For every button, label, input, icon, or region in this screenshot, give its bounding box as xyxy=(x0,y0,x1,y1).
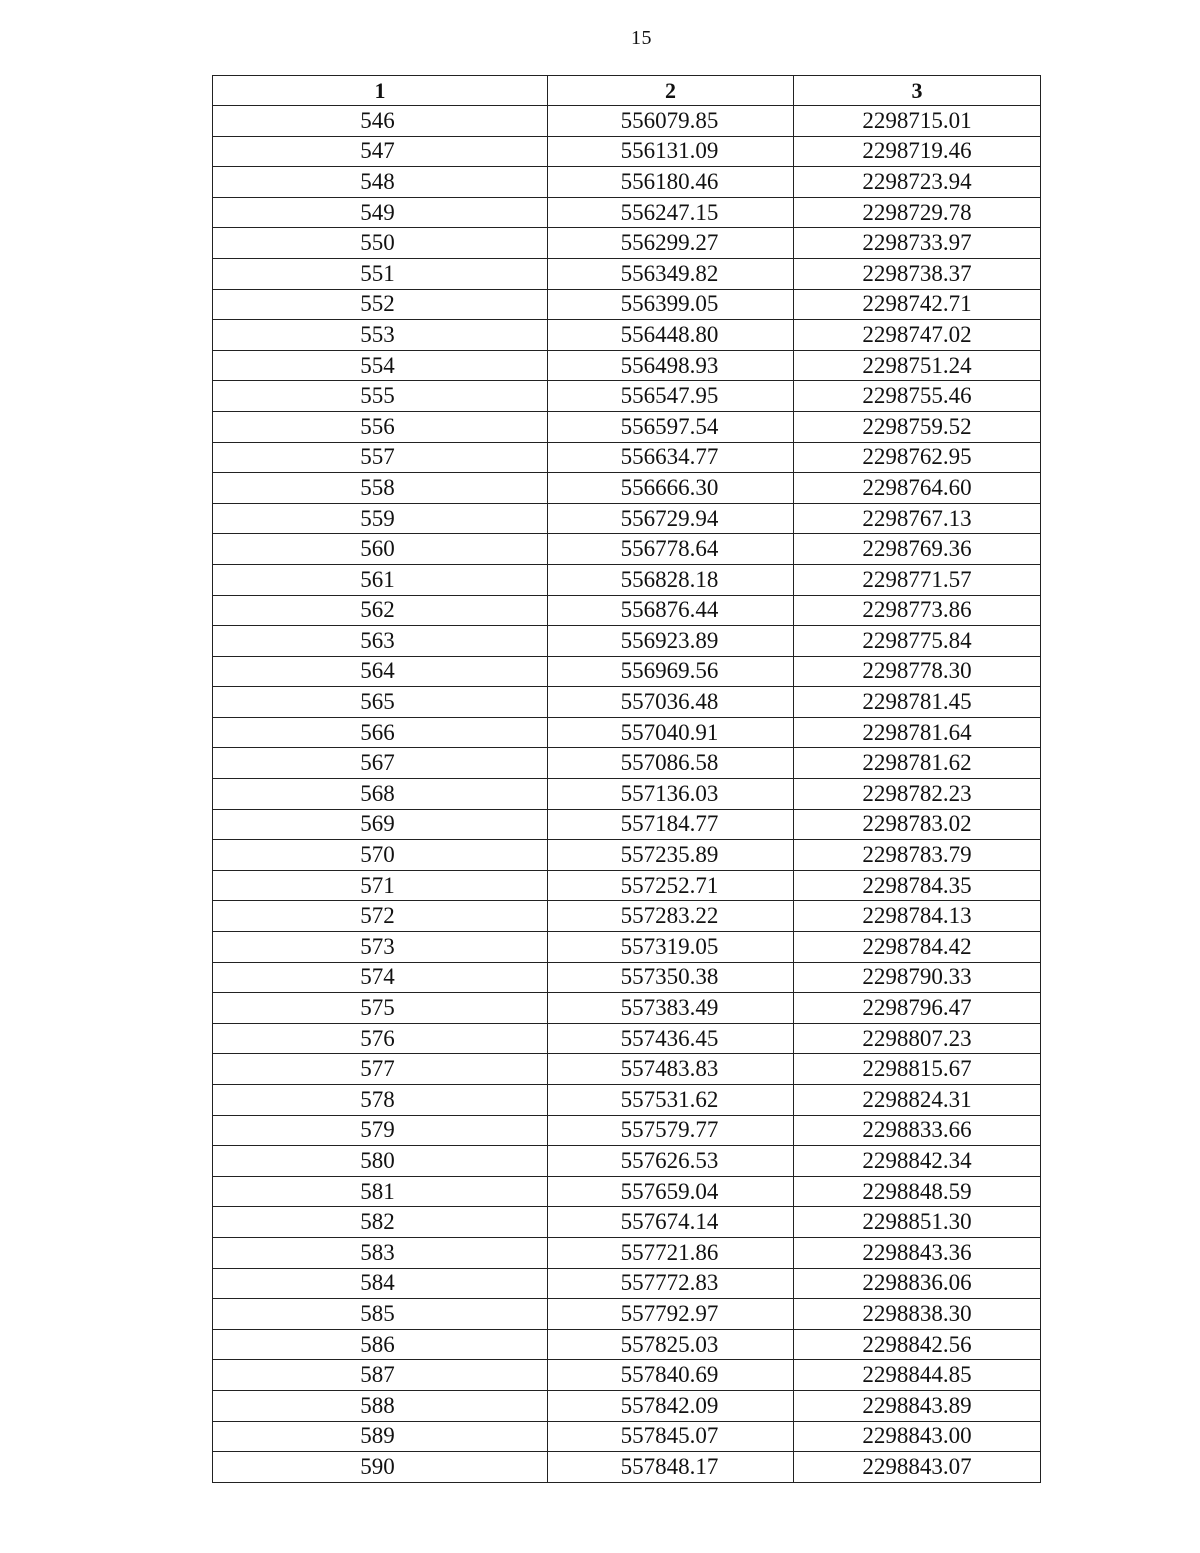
table-row xyxy=(213,1115,1041,1146)
coordinate-y-cell: 2298838.30 xyxy=(794,1299,1041,1330)
table-row xyxy=(213,473,1041,504)
point-number-cell: 568 xyxy=(213,779,548,810)
table-row xyxy=(213,1268,1041,1299)
point-number-cell: 586 xyxy=(213,1329,548,1360)
point-number-cell: 571 xyxy=(213,870,548,901)
table-row xyxy=(213,901,1041,932)
coordinates-table xyxy=(212,75,1041,1483)
coordinate-x-cell: 557383.49 xyxy=(548,993,794,1024)
coordinate-y-cell: 2298781.62 xyxy=(794,748,1041,779)
coordinate-y-cell: 2298815.67 xyxy=(794,1054,1041,1085)
table-row xyxy=(213,748,1041,779)
coordinate-x-cell: 556131.09 xyxy=(548,136,794,167)
table-row xyxy=(213,228,1041,259)
table-row xyxy=(213,1085,1041,1116)
coordinate-x-cell: 556247.15 xyxy=(548,197,794,228)
table-row xyxy=(213,809,1041,840)
table-row xyxy=(213,1329,1041,1360)
coordinate-x-cell: 556498.93 xyxy=(548,350,794,381)
point-number-cell: 567 xyxy=(213,748,548,779)
point-number-cell: 573 xyxy=(213,932,548,963)
coordinate-y-cell: 2298807.23 xyxy=(794,1023,1041,1054)
point-number-cell: 562 xyxy=(213,595,548,626)
table-row xyxy=(213,1054,1041,1085)
point-number-cell: 566 xyxy=(213,717,548,748)
point-number-cell: 576 xyxy=(213,1023,548,1054)
coordinate-y-cell: 2298781.45 xyxy=(794,687,1041,718)
point-number-cell: 588 xyxy=(213,1390,548,1421)
coordinate-y-cell: 2298733.97 xyxy=(794,228,1041,259)
table-row xyxy=(213,687,1041,718)
coordinate-x-cell: 557840.69 xyxy=(548,1360,794,1391)
table-row xyxy=(213,840,1041,871)
coordinate-y-cell: 2298778.30 xyxy=(794,656,1041,687)
table-row xyxy=(213,167,1041,198)
coordinate-x-cell: 557483.83 xyxy=(548,1054,794,1085)
table-row xyxy=(213,932,1041,963)
coordinate-y-cell: 2298836.06 xyxy=(794,1268,1041,1299)
coordinate-y-cell: 2298784.13 xyxy=(794,901,1041,932)
column-header-3: 3 xyxy=(794,76,1041,106)
coordinate-y-cell: 2298723.94 xyxy=(794,167,1041,198)
coordinate-x-cell: 557184.77 xyxy=(548,809,794,840)
coordinate-x-cell: 557350.38 xyxy=(548,962,794,993)
point-number-cell: 580 xyxy=(213,1146,548,1177)
coordinate-x-cell: 557086.58 xyxy=(548,748,794,779)
coordinate-x-cell: 556969.56 xyxy=(548,656,794,687)
coordinate-x-cell: 556299.27 xyxy=(548,228,794,259)
table-row xyxy=(213,503,1041,534)
column-header-1: 1 xyxy=(213,76,548,106)
coordinate-y-cell: 2298784.42 xyxy=(794,932,1041,963)
table-row xyxy=(213,289,1041,320)
coordinate-y-cell: 2298764.60 xyxy=(794,473,1041,504)
coordinate-x-cell: 557036.48 xyxy=(548,687,794,718)
coordinate-x-cell: 557792.97 xyxy=(548,1299,794,1330)
point-number-cell: 552 xyxy=(213,289,548,320)
coordinate-x-cell: 557436.45 xyxy=(548,1023,794,1054)
coordinate-x-cell: 557319.05 xyxy=(548,932,794,963)
coordinate-x-cell: 557659.04 xyxy=(548,1176,794,1207)
point-number-cell: 548 xyxy=(213,167,548,198)
point-number-cell: 574 xyxy=(213,962,548,993)
point-number-cell: 585 xyxy=(213,1299,548,1330)
coordinate-y-cell: 2298843.07 xyxy=(794,1452,1041,1483)
table-row xyxy=(213,1360,1041,1391)
coordinate-x-cell: 556923.89 xyxy=(548,626,794,657)
coordinate-y-cell: 2298833.66 xyxy=(794,1115,1041,1146)
table-row xyxy=(213,962,1041,993)
coordinate-x-cell: 556547.95 xyxy=(548,381,794,412)
coordinate-x-cell: 557136.03 xyxy=(548,779,794,810)
coordinate-x-cell: 557531.62 xyxy=(548,1085,794,1116)
point-number-cell: 560 xyxy=(213,534,548,565)
coordinate-x-cell: 556349.82 xyxy=(548,258,794,289)
point-number-cell: 556 xyxy=(213,411,548,442)
coordinate-y-cell: 2298773.86 xyxy=(794,595,1041,626)
coordinate-y-cell: 2298747.02 xyxy=(794,320,1041,351)
coordinate-x-cell: 556729.94 xyxy=(548,503,794,534)
coordinate-x-cell: 557845.07 xyxy=(548,1421,794,1452)
table-row xyxy=(213,534,1041,565)
coordinate-x-cell: 557772.83 xyxy=(548,1268,794,1299)
coordinate-y-cell: 2298824.31 xyxy=(794,1085,1041,1116)
coordinate-y-cell: 2298738.37 xyxy=(794,258,1041,289)
coordinate-y-cell: 2298843.36 xyxy=(794,1237,1041,1268)
coordinate-x-cell: 557721.86 xyxy=(548,1237,794,1268)
coordinate-y-cell: 2298843.00 xyxy=(794,1421,1041,1452)
table-header-row xyxy=(213,76,1041,106)
point-number-cell: 559 xyxy=(213,503,548,534)
coordinate-y-cell: 2298783.79 xyxy=(794,840,1041,871)
table-row xyxy=(213,1146,1041,1177)
table-row xyxy=(213,993,1041,1024)
coordinate-x-cell: 557252.71 xyxy=(548,870,794,901)
coordinate-y-cell: 2298715.01 xyxy=(794,106,1041,137)
table-row xyxy=(213,350,1041,381)
coordinate-y-cell: 2298784.35 xyxy=(794,870,1041,901)
point-number-cell: 547 xyxy=(213,136,548,167)
table-row xyxy=(213,1207,1041,1238)
coordinate-y-cell: 2298842.56 xyxy=(794,1329,1041,1360)
table-row xyxy=(213,381,1041,412)
point-number-cell: 575 xyxy=(213,993,548,1024)
point-number-cell: 553 xyxy=(213,320,548,351)
point-number-cell: 549 xyxy=(213,197,548,228)
coordinate-y-cell: 2298790.33 xyxy=(794,962,1041,993)
coordinate-y-cell: 2298783.02 xyxy=(794,809,1041,840)
point-number-cell: 582 xyxy=(213,1207,548,1238)
table-row xyxy=(213,1023,1041,1054)
coordinate-y-cell: 2298759.52 xyxy=(794,411,1041,442)
table-row xyxy=(213,442,1041,473)
coordinate-x-cell: 556778.64 xyxy=(548,534,794,565)
point-number-cell: 579 xyxy=(213,1115,548,1146)
coordinate-x-cell: 557674.14 xyxy=(548,1207,794,1238)
coordinate-y-cell: 2298843.89 xyxy=(794,1390,1041,1421)
table-row xyxy=(213,1421,1041,1452)
point-number-cell: 587 xyxy=(213,1360,548,1391)
table-body xyxy=(213,106,1041,1483)
coordinate-y-cell: 2298769.36 xyxy=(794,534,1041,565)
coordinate-y-cell: 2298742.71 xyxy=(794,289,1041,320)
coordinate-y-cell: 2298719.46 xyxy=(794,136,1041,167)
coordinate-y-cell: 2298767.13 xyxy=(794,503,1041,534)
table-row xyxy=(213,258,1041,289)
coordinate-x-cell: 557579.77 xyxy=(548,1115,794,1146)
coordinate-y-cell: 2298755.46 xyxy=(794,381,1041,412)
table-row xyxy=(213,411,1041,442)
coordinate-y-cell: 2298848.59 xyxy=(794,1176,1041,1207)
point-number-cell: 555 xyxy=(213,381,548,412)
table-row xyxy=(213,1176,1041,1207)
point-number-cell: 578 xyxy=(213,1085,548,1116)
point-number-cell: 570 xyxy=(213,840,548,871)
point-number-cell: 551 xyxy=(213,258,548,289)
table-row xyxy=(213,1237,1041,1268)
coordinate-y-cell: 2298782.23 xyxy=(794,779,1041,810)
coordinate-y-cell: 2298796.47 xyxy=(794,993,1041,1024)
point-number-cell: 577 xyxy=(213,1054,548,1085)
coordinate-y-cell: 2298851.30 xyxy=(794,1207,1041,1238)
table-row xyxy=(213,136,1041,167)
coordinate-x-cell: 556828.18 xyxy=(548,564,794,595)
coordinate-x-cell: 556597.54 xyxy=(548,411,794,442)
table-row xyxy=(213,106,1041,137)
point-number-cell: 564 xyxy=(213,656,548,687)
coordinate-y-cell: 2298762.95 xyxy=(794,442,1041,473)
point-number-cell: 563 xyxy=(213,626,548,657)
coordinate-x-cell: 557842.09 xyxy=(548,1390,794,1421)
coordinate-x-cell: 556180.46 xyxy=(548,167,794,198)
coordinate-x-cell: 556634.77 xyxy=(548,442,794,473)
page-number: 15 xyxy=(631,27,652,49)
table-row xyxy=(213,197,1041,228)
coordinate-y-cell: 2298771.57 xyxy=(794,564,1041,595)
point-number-cell: 581 xyxy=(213,1176,548,1207)
coordinate-x-cell: 556876.44 xyxy=(548,595,794,626)
table-row xyxy=(213,717,1041,748)
coordinate-y-cell: 2298751.24 xyxy=(794,350,1041,381)
coordinate-y-cell: 2298844.85 xyxy=(794,1360,1041,1391)
table-row xyxy=(213,626,1041,657)
table-row xyxy=(213,1452,1041,1483)
table-row xyxy=(213,595,1041,626)
point-number-cell: 554 xyxy=(213,350,548,381)
coordinate-y-cell: 2298781.64 xyxy=(794,717,1041,748)
point-number-cell: 589 xyxy=(213,1421,548,1452)
point-number-cell: 565 xyxy=(213,687,548,718)
point-number-cell: 569 xyxy=(213,809,548,840)
coordinate-x-cell: 556399.05 xyxy=(548,289,794,320)
point-number-cell: 550 xyxy=(213,228,548,259)
table-row xyxy=(213,564,1041,595)
table-row xyxy=(213,1390,1041,1421)
point-number-cell: 590 xyxy=(213,1452,548,1483)
coordinate-x-cell: 557848.17 xyxy=(548,1452,794,1483)
coordinate-x-cell: 557235.89 xyxy=(548,840,794,871)
coordinate-x-cell: 557283.22 xyxy=(548,901,794,932)
point-number-cell: 584 xyxy=(213,1268,548,1299)
coordinate-y-cell: 2298729.78 xyxy=(794,197,1041,228)
coordinate-x-cell: 557825.03 xyxy=(548,1329,794,1360)
point-number-cell: 572 xyxy=(213,901,548,932)
coordinate-y-cell: 2298842.34 xyxy=(794,1146,1041,1177)
table-row xyxy=(213,656,1041,687)
point-number-cell: 558 xyxy=(213,473,548,504)
coordinate-x-cell: 557040.91 xyxy=(548,717,794,748)
table-row xyxy=(213,870,1041,901)
point-number-cell: 546 xyxy=(213,106,548,137)
coordinate-x-cell: 557626.53 xyxy=(548,1146,794,1177)
point-number-cell: 557 xyxy=(213,442,548,473)
table-row xyxy=(213,779,1041,810)
coordinate-y-cell: 2298775.84 xyxy=(794,626,1041,657)
table-row xyxy=(213,320,1041,351)
table-row xyxy=(213,1299,1041,1330)
coordinate-x-cell: 556448.80 xyxy=(548,320,794,351)
point-number-cell: 561 xyxy=(213,564,548,595)
point-number-cell: 583 xyxy=(213,1237,548,1268)
coordinate-x-cell: 556079.85 xyxy=(548,106,794,137)
column-header-2: 2 xyxy=(548,76,794,106)
coordinate-x-cell: 556666.30 xyxy=(548,473,794,504)
